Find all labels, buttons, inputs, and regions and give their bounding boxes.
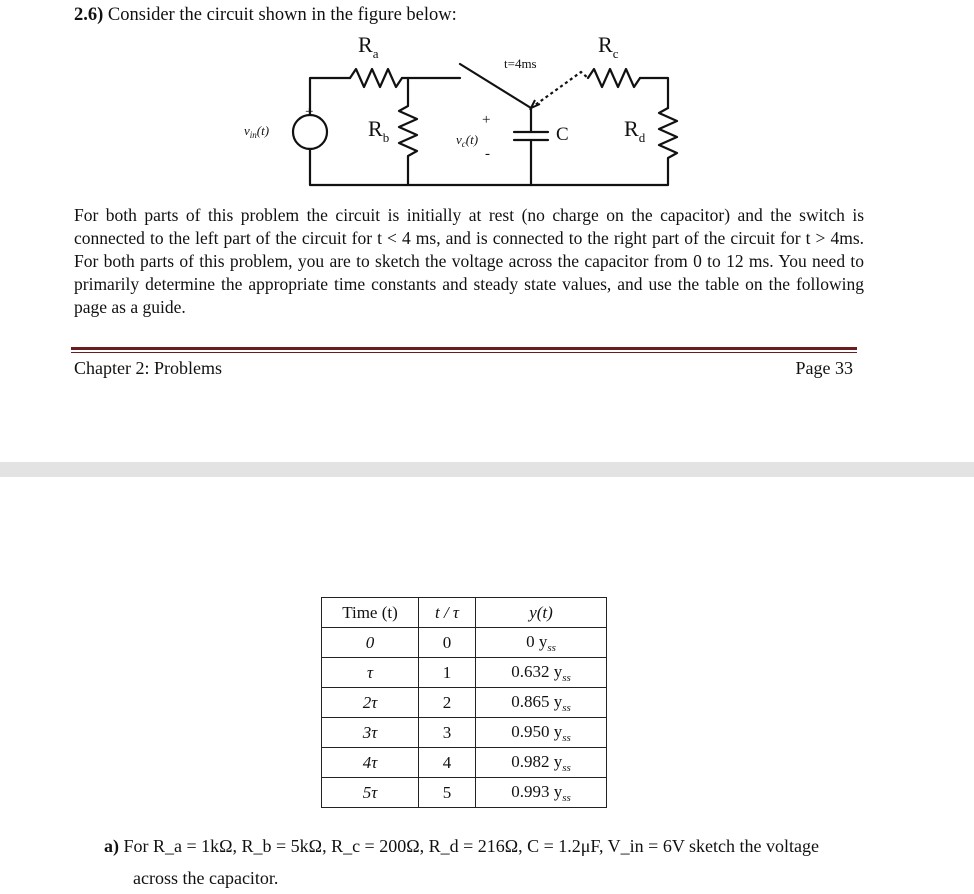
cell-y: 0.865 $y_{ss}$ (476, 688, 607, 718)
part-a-text: For R_a = 1kΩ, R_b = 5kΩ, R_c = 200Ω, R_d = 216Ω, C = 1.2μF, V_in = 6V sketch the voltage (123, 836, 819, 856)
cell-time: 3τ (322, 718, 419, 748)
problem-title: Consider the circuit shown in the figure below: (107, 5, 457, 25)
header-time: Time (t) (322, 598, 419, 628)
cell-ratio: 2 (419, 688, 476, 718)
resistor-rc (588, 69, 640, 87)
cell-y: 0.950 $y_{ss}$ (476, 718, 607, 748)
cell-ratio: 0 (419, 628, 476, 658)
cell-time: τ (322, 658, 419, 688)
footer-page-number: Page 33 (795, 358, 853, 378)
table-header-row (322, 598, 607, 628)
resistor-ra (350, 69, 402, 87)
cell-ratio: 4 (419, 748, 476, 778)
switch-dotted-path (531, 72, 588, 108)
rb-label: $R_b$ (368, 116, 390, 145)
resistor-rb (399, 78, 417, 185)
vin-label: $v_{in}(t)$ (244, 123, 270, 140)
vc-label: $v_c(t)$ (456, 132, 479, 149)
vc-minus-sign: - (485, 146, 490, 162)
table-row (322, 748, 607, 778)
vin-plus-sign: + (305, 104, 314, 120)
header-t-over-tau: t / τ (419, 598, 476, 628)
cell-y: 0.632 $y_{ss}$ (476, 658, 607, 688)
rc-label: $R_c$ (598, 32, 619, 61)
switch-time-label: t=4ms (504, 56, 537, 71)
table-row (322, 628, 607, 658)
footer-chapter: Chapter 2: Problems (74, 358, 222, 378)
table-row (322, 718, 607, 748)
part-a-label: a) (104, 836, 119, 856)
problem-heading (74, 5, 457, 26)
cell-time: 2τ (322, 688, 419, 718)
header-y: y(t) (476, 598, 607, 628)
cell-time: 5τ (322, 778, 419, 808)
resistor-rd (531, 108, 677, 185)
table-row (322, 658, 607, 688)
problem-description: For both parts of this problem the circuit is initially at rest (no charge on the capacitor) and the switch is connected to the left part of the circuit for t < 4 ms, and is connected to the right part of the circuit for t > 4ms. For both parts of this problem, you are to sketch the voltage across the capacitor from 0 to 12 ms. You need to primarily determine the appropriate time constants and steady state values, and use the table on the following page as a guide. (74, 205, 864, 317)
ra-label: $R_a$ (358, 32, 379, 61)
cell-ratio: 1 (419, 658, 476, 688)
footer-rule-thin (71, 352, 857, 353)
cell-time: 0 (322, 628, 419, 658)
vin-minus-sign: - (307, 140, 312, 156)
cell-ratio: 5 (419, 778, 476, 808)
cell-y: 0.982 $y_{ss}$ (476, 748, 607, 778)
cell-y: 0.993 $y_{ss}$ (476, 778, 607, 808)
cell-ratio: 3 (419, 718, 476, 748)
part-a-question (104, 836, 819, 857)
vc-plus-sign: + (482, 112, 491, 128)
cell-time: 4τ (322, 748, 419, 778)
part-a-question-continued: across the capacitor. (133, 868, 279, 888)
footer-rule (71, 347, 857, 350)
circuit-diagram (238, 28, 698, 188)
time-constant-table (321, 597, 607, 808)
capacitor-label: C (556, 124, 569, 145)
rd-label: $R_d$ (624, 116, 646, 145)
cell-y: 0 $y_{ss}$ (476, 628, 607, 658)
page-separator (0, 462, 974, 477)
table-row (322, 778, 607, 808)
problem-number: 2.6) (74, 5, 104, 25)
table-row (322, 688, 607, 718)
